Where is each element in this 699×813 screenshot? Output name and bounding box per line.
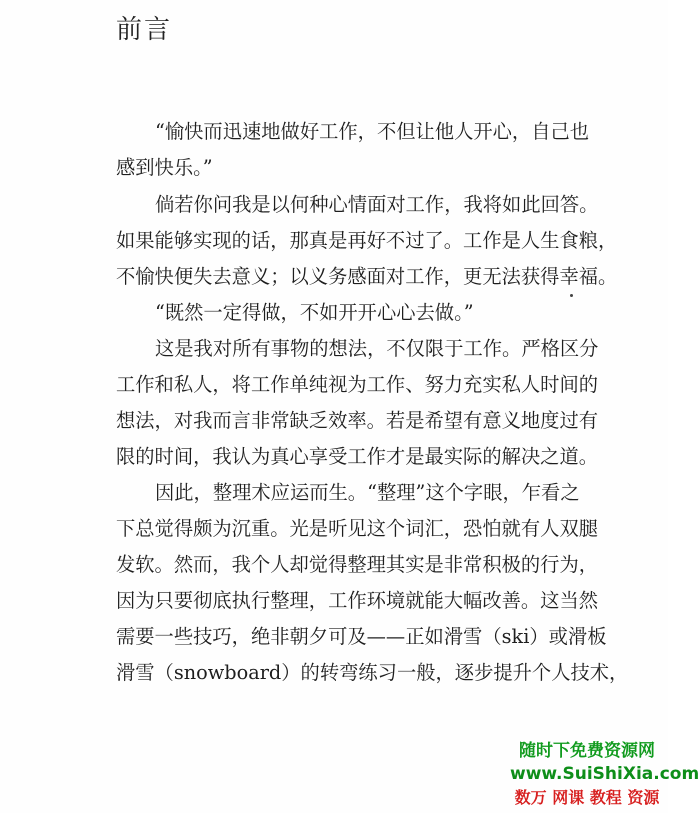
paragraph-line: 这是我对所有事物的想法，不仅限于工作。严格区分 [155, 337, 599, 360]
watermark-tagline: 数万 网课 教程 资源 [514, 788, 660, 807]
watermark-url: www.SuiShiXia.com [510, 764, 699, 784]
paragraph-line: 想法，对我而言非常缺乏效率。若是希望有意义地度过有 [116, 409, 599, 432]
paragraph-line: 下总觉得颇为沉重。光是听见这个词汇，恐怕就有人双腿 [116, 517, 599, 540]
paragraph-line: 不愉快便失去意义；以义务感面对工作，更无法获得幸福。 [116, 265, 618, 288]
scan-speck [570, 294, 573, 297]
paragraph-line: “愉快而迅速地做好工作，不但让他人开心，自己也 [155, 120, 590, 143]
paragraph-line: 滑雪（snowboard）的转弯练习一般，逐步提升个人技术， [116, 661, 629, 684]
paragraph-line: 发软。然而，我个人却觉得整理其实是非常积极的行为， [116, 553, 599, 576]
watermark [510, 740, 699, 809]
paragraph-line: 因此，整理术应运而生。“整理”这个字眼，乍看之 [155, 481, 580, 504]
paragraph-line: 工作和私人，将工作单纯视为工作、努力充实私人时间的 [116, 373, 599, 396]
paragraph-line: 倘若你问我是以何种心情面对工作，我将如此回答。 [155, 193, 599, 216]
paragraph-line: 感到快乐。” [116, 156, 213, 179]
paragraph-line: 需要一些技巧，绝非朝夕可及——正如滑雪（ski）或滑板 [116, 625, 607, 648]
paragraph-line: 如果能够实现的话，那真是再好不过了。工作是人生食粮， [116, 229, 618, 252]
paragraph-line: “既然一定得做，不如开开心心去做。” [155, 301, 474, 324]
watermark-site-name: 随时下免费资源网 [519, 741, 655, 761]
page-title: 前言 [116, 15, 173, 45]
paragraph-line: 因为只要彻底执行整理，工作环境就能大幅改善。这当然 [116, 589, 599, 612]
paragraph-line: 限的时间，我认为真心享受工作才是最实际的解决之道。 [116, 445, 599, 468]
